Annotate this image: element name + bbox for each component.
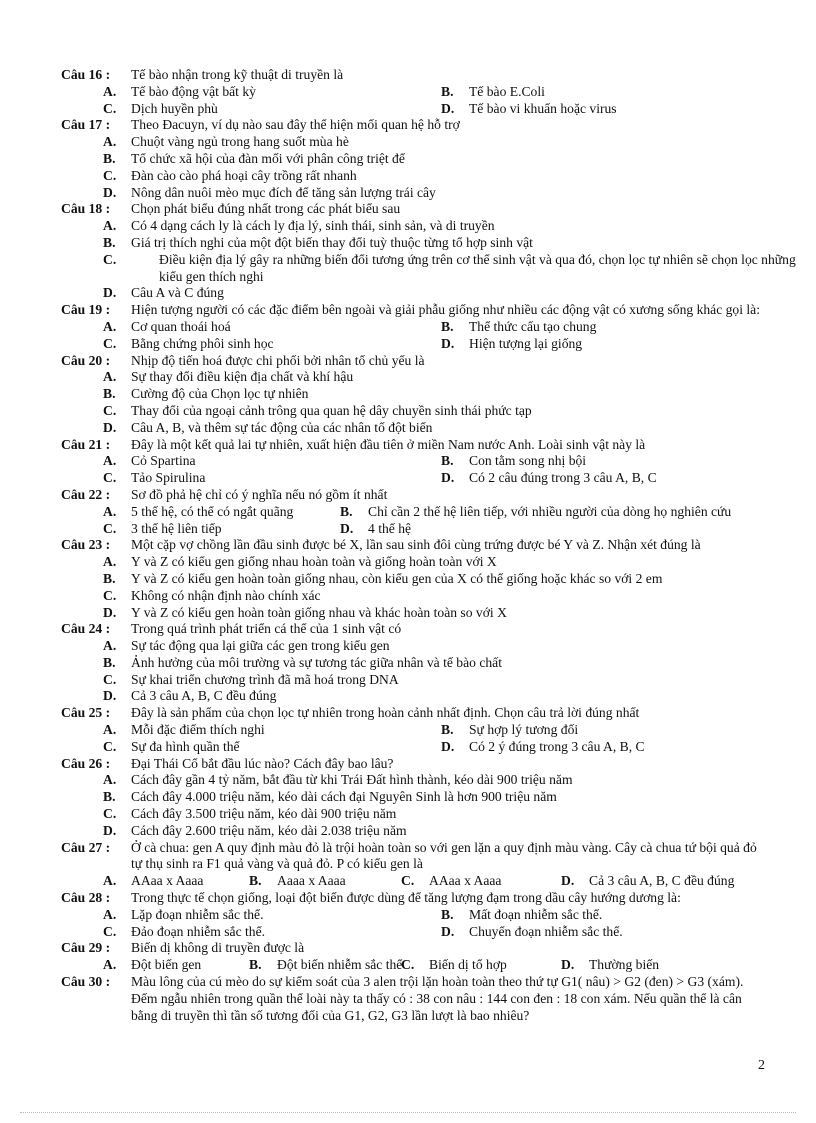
- option-letter: C.: [103, 470, 117, 486]
- page-number: 2: [758, 1058, 765, 1073]
- question-stem: [0, 117, 816, 134]
- option-text: Thường biến: [589, 957, 660, 973]
- option-text: Tảo Spirulina: [131, 470, 206, 486]
- option-text: Cơ quan thoái hoá: [131, 318, 231, 334]
- option-text: Đột biến nhiễm sắc thể: [277, 957, 403, 973]
- option-letter: B.: [441, 453, 454, 469]
- option-text: Tế bào vi khuẩn hoặc virus: [469, 100, 617, 116]
- option-text: Y và Z có kiểu gen hoàn toàn giống nhau, còn kiểu gen của X có thể giống hoặc khác so với 2 em: [131, 570, 663, 586]
- option-text: Sự tác động qua lại giữa các gen trong kiểu gen: [131, 638, 390, 654]
- option-letter: D.: [103, 184, 117, 200]
- option-letter: A.: [103, 554, 117, 570]
- option-letter: C.: [401, 873, 415, 889]
- option-letter: A.: [103, 318, 117, 334]
- question-text: Biến dị không di truyền được là: [131, 940, 305, 956]
- option-text: Chuyển đoạn nhiễm sắc thể.: [469, 923, 623, 939]
- option-letter: D.: [103, 285, 117, 301]
- question-block: [0, 437, 816, 487]
- option-row: [0, 739, 816, 756]
- question-block: [0, 890, 816, 940]
- question-text: Một cặp vợ chồng lần đầu sinh được bé X, lần sau sinh đôi cùng trứng được bé Y và Z. Nhận xét đúng là: [131, 537, 701, 553]
- question-block: [0, 621, 816, 705]
- option-text: Điều kiện địa lý gây ra những biến đổi tương ứng trên cơ thể sinh vật và qua đó, chọn lọc tự nhiên sẽ chọn lọc những kiểu gen thích nghi: [159, 251, 796, 284]
- option-letter: D.: [103, 419, 117, 435]
- option-row: [0, 605, 816, 622]
- answer-option[interactable]: [103, 251, 796, 286]
- question-text: Theo Đacuyn, ví dụ nào sau đây thể hiện mối quan hệ hỗ trợ: [131, 117, 460, 133]
- question-stem: [0, 705, 816, 722]
- option-letter: D.: [561, 873, 575, 889]
- option-letter: C.: [103, 923, 117, 939]
- option-row: [0, 722, 816, 739]
- question-text: Tế bào nhận trong kỹ thuật di truyền là: [131, 67, 344, 82]
- question-text: Sơ đồ phả hệ chỉ có ý nghĩa nếu nó gồm ít nhất: [131, 486, 388, 502]
- option-text: 3 thế hệ liên tiếp: [131, 520, 222, 536]
- question-label: Câu 23 :: [61, 537, 111, 553]
- question-text: Ở cà chua: gen A quy định màu đỏ là trội hoàn toàn so với gen lặn a quy định màu vàng. Cây cà chua tứ bội quả đỏ tự thụ sinh ra F1 quả vàng và quả đỏ. P có kiểu gen là: [131, 839, 757, 872]
- option-row: [0, 789, 816, 806]
- option-text: 5 thế hệ, có thể có ngắt quãng: [131, 503, 294, 519]
- option-letter: D.: [340, 520, 354, 536]
- option-text: Tế bào E.Coli: [469, 83, 545, 99]
- option-letter: B.: [103, 150, 116, 166]
- option-text: AAaa x Aaaa: [131, 873, 204, 889]
- option-row: [0, 571, 816, 588]
- option-text: Biến dị tổ hợp: [429, 957, 507, 973]
- option-letter: C.: [103, 520, 117, 536]
- question-stem: [0, 201, 816, 218]
- question-label: Câu 24 :: [61, 621, 111, 637]
- option-row: [0, 168, 816, 185]
- option-letter: C.: [103, 335, 117, 351]
- option-text: Tế bào động vật bất kỳ: [131, 83, 256, 99]
- option-letter: C.: [103, 671, 117, 687]
- option-letter: D.: [103, 822, 117, 838]
- option-letter: A.: [103, 906, 117, 922]
- question-block: [0, 705, 816, 755]
- option-letter: A.: [103, 772, 117, 788]
- option-text: 4 thế hệ: [368, 520, 412, 536]
- option-text: Lặp đoạn nhiễm sắc thể.: [131, 906, 264, 922]
- option-text: Cường độ của Chọn lọc tự nhiên: [131, 386, 309, 402]
- question-stem: [0, 67, 816, 84]
- option-row: [0, 655, 816, 672]
- option-text: Chỉ cần 2 thế hệ liên tiếp, với nhiều người của dòng họ nghiên cứu: [368, 503, 732, 519]
- option-letter: C.: [103, 167, 117, 183]
- option-letter: A.: [103, 83, 117, 99]
- option-letter: D.: [441, 100, 455, 116]
- option-text: Giá trị thích nghi của một đột biến thay đổi tuỳ thuộc từng tổ hợp sinh vật: [131, 234, 533, 250]
- question-stem: [0, 437, 816, 454]
- question-block: [0, 302, 816, 352]
- question-stem: [0, 302, 816, 319]
- question-block: [0, 117, 816, 201]
- question-stem: [0, 537, 816, 554]
- option-row: [0, 688, 816, 705]
- option-letter: B.: [441, 318, 454, 334]
- option-text: Mỗi đặc điểm thích nghi: [131, 722, 265, 738]
- option-text: Y và Z có kiểu gen giống nhau hoàn toàn và giống hoàn toàn với X: [131, 554, 497, 570]
- option-letter: B.: [103, 654, 116, 670]
- option-letter: A.: [103, 873, 117, 889]
- option-row: [0, 588, 816, 605]
- option-row: [0, 235, 816, 252]
- option-letter: A.: [103, 134, 117, 150]
- question-label: Câu 26 :: [61, 755, 111, 771]
- option-row: [0, 873, 816, 890]
- question-label: Câu 25 :: [61, 705, 111, 721]
- option-text: Aaaa x Aaaa: [277, 873, 346, 889]
- option-letter: C.: [103, 402, 117, 418]
- option-letter: D.: [441, 335, 455, 351]
- option-text: Sự hợp lý tương đối: [469, 722, 579, 738]
- option-row: [0, 420, 816, 437]
- question-block: [0, 201, 816, 302]
- option-row: [0, 134, 816, 151]
- question-stem: [0, 487, 816, 504]
- question-text: Trong quá trình phát triển cá thể của 1 sinh vật có: [131, 621, 402, 637]
- option-text: Cả 3 câu A, B, C đều đúng: [131, 688, 277, 704]
- option-text: Y và Z có kiểu gen hoàn toàn giống nhau và khác hoàn toàn so với X: [131, 604, 507, 620]
- option-letter: C.: [103, 587, 117, 603]
- option-text: Câu A, B, và thêm sự tác động của các nhân tố đột biến: [131, 419, 433, 435]
- option-text: Tổ chức xã hội của đàn mối với phân công triệt để: [131, 150, 405, 166]
- option-text: Ảnh hưởng của môi trường và sự tương tác giữa nhân và tế bào chất: [131, 654, 502, 670]
- question-stem: [0, 890, 816, 907]
- option-letter: C.: [103, 806, 117, 822]
- question-label: Câu 29 :: [61, 940, 111, 956]
- question-label: Câu 21 :: [61, 436, 111, 452]
- option-letter: A.: [103, 722, 117, 738]
- option-text: Chuột vàng ngủ trong hang suốt mùa hè: [131, 134, 349, 150]
- option-letter: C.: [103, 251, 117, 267]
- question-text: Màu lông của cú mèo do sự kiểm soát của 3 alen trội lặn hoàn toàn theo thứ tự G1( nâu) > G2 (đen) > G3 (xám). Đếm ngẫu nhiên trong quần thể loài này ta thấy có : 38 con nâu : 144 con đen : 18 con xám. Nếu quần thể là cân bằng di truyền thì tần số tương đối của G1, G2, G3 lần lượt là bao nhiêu?: [131, 974, 744, 1023]
- option-letter: A.: [103, 453, 117, 469]
- option-letter: C.: [103, 100, 117, 116]
- option-text: Cả 3 câu A, B, C đều đúng: [589, 873, 735, 889]
- option-text: Sự đa hình quần thể: [131, 738, 240, 754]
- option-text: Cách đây gần 4 tỷ năm, bắt đầu từ khi Trái Đất hình thành, kéo dài 900 triệu năm: [131, 772, 573, 788]
- question-label: Câu 20 :: [61, 352, 111, 368]
- option-row: [0, 924, 816, 941]
- option-letter: B.: [103, 386, 116, 402]
- option-letter: B.: [103, 570, 116, 586]
- option-letter: B.: [441, 722, 454, 738]
- question-label: Câu 17 :: [61, 117, 111, 133]
- question-block: [0, 756, 816, 840]
- option-row: [0, 84, 816, 101]
- option-row: [0, 521, 816, 538]
- option-letter: A.: [103, 369, 117, 385]
- option-letter: B.: [103, 234, 116, 250]
- option-row: [0, 252, 816, 286]
- question-block: [0, 487, 816, 537]
- option-text: Cách đây 4.000 triệu năm, kéo dài cách đại Nguyên Sinh là hơn 900 triệu năm: [131, 789, 557, 805]
- option-letter: A.: [103, 957, 117, 973]
- option-row: [0, 554, 816, 571]
- option-text: Bằng chứng phôi sinh học: [131, 335, 274, 351]
- question-block: [0, 537, 816, 621]
- question-stem: [0, 756, 816, 773]
- option-row: [0, 638, 816, 655]
- option-row: [0, 470, 816, 487]
- question-label: Câu 16 :: [61, 67, 111, 82]
- option-letter: D.: [441, 470, 455, 486]
- option-letter: A.: [103, 503, 117, 519]
- option-row: [0, 285, 816, 302]
- option-text: Thay đổi của ngoại cảnh trông qua quan hệ dây chuyền sinh thái phức tạp: [131, 402, 532, 418]
- option-text: Có 4 dạng cách ly là cách ly địa lý, sinh thái, sinh sản, và di truyền: [131, 218, 495, 234]
- option-row: [0, 806, 816, 823]
- option-text: Câu A và C đúng: [131, 285, 224, 301]
- bottom-divider: [20, 1112, 796, 1113]
- option-row: [0, 218, 816, 235]
- option-text: Sự thay đổi điều kiện địa chất và khí hậu: [131, 369, 354, 385]
- option-row: [0, 369, 816, 386]
- option-text: Nông dân nuôi mèo mục đích để tăng sản lượng trái cây: [131, 184, 436, 200]
- option-letter: B.: [249, 873, 262, 889]
- question-text: Nhịp độ tiến hoá được chi phối bởi nhân tố chủ yếu là: [131, 352, 425, 368]
- option-text: Có 2 câu đúng trong 3 câu A, B, C: [469, 470, 657, 486]
- option-row: [0, 319, 816, 336]
- option-row: [0, 957, 816, 974]
- question-stem: [0, 840, 816, 874]
- option-text: Sự khai triển chương trình đã mã hoá trong DNA: [131, 671, 399, 687]
- question-label: Câu 22 :: [61, 486, 111, 502]
- option-letter: B.: [103, 789, 116, 805]
- option-letter: A.: [103, 638, 117, 654]
- option-letter: D.: [441, 738, 455, 754]
- option-letter: D.: [103, 604, 117, 620]
- question-label: Câu 30 :: [61, 974, 111, 990]
- option-text: AAaa x Aaaa: [429, 873, 502, 889]
- option-row: [0, 151, 816, 168]
- option-text: Đột biến gen: [131, 957, 202, 973]
- option-text: Cách đây 2.600 triệu năm, kéo dài 2.038 triệu năm: [131, 822, 407, 838]
- question-block: [0, 974, 816, 1024]
- option-letter: D.: [103, 688, 117, 704]
- option-row: [0, 185, 816, 202]
- question-text: Đây là sản phẩm của chọn lọc tự nhiên trong hoàn cảnh nhất định. Chọn câu trả lời đúng nhất: [131, 705, 640, 721]
- question-block: [0, 840, 816, 890]
- question-block: [0, 940, 816, 974]
- question-block: [0, 353, 816, 437]
- question-text: Chọn phát biểu đúng nhất trong các phát biểu sau: [131, 201, 401, 217]
- option-text: Không có nhận định nào chính xác: [131, 587, 321, 603]
- option-letter: B.: [441, 906, 454, 922]
- option-text: Con tằm song nhị bội: [469, 453, 587, 469]
- question-text: Đây là một kết quả lai tự nhiên, xuất hiện đầu tiên ở miền Nam nước Anh. Loài sinh vật này là: [131, 436, 646, 452]
- option-text: Cỏ Spartina: [131, 453, 196, 469]
- option-text: Có 2 ý đúng trong 3 câu A, B, C: [469, 738, 645, 754]
- option-text: Dịch huyền phù: [131, 100, 218, 116]
- option-row: [0, 672, 816, 689]
- option-letter: D.: [561, 957, 575, 973]
- option-row: [0, 101, 816, 118]
- question-label: Câu 19 :: [61, 302, 111, 318]
- question-text: Hiện tượng người có các đặc điểm bên ngoài và giải phẫu giống như nhiều các động vật có xương sống khác gọi là:: [131, 302, 760, 318]
- option-letter: D.: [441, 923, 455, 939]
- option-letter: B.: [441, 83, 454, 99]
- question-text: Đại Thái Cổ bắt đầu lúc nào? Cách đây bao lâu?: [131, 755, 394, 771]
- option-letter: B.: [249, 957, 262, 973]
- option-row: [0, 386, 816, 403]
- option-row: [0, 907, 816, 924]
- option-text: Mất đoạn nhiễm sắc thể.: [469, 906, 603, 922]
- option-row: [0, 453, 816, 470]
- question-label: Câu 28 :: [61, 890, 111, 906]
- option-text: Hiện tượng lại giống: [469, 335, 583, 351]
- option-letter: C.: [401, 957, 415, 973]
- option-text: Thể thức cấu tạo chung: [469, 318, 597, 334]
- option-text: Cách đây 3.500 triệu năm, kéo dài 900 triệu năm: [131, 806, 397, 822]
- question-label: Câu 27 :: [61, 839, 111, 855]
- option-letter: C.: [103, 738, 117, 754]
- question-list: [0, 67, 816, 1024]
- option-row: [0, 772, 816, 789]
- option-text: Đàn cào cào phá hoại cây trồng rất nhanh: [131, 167, 357, 183]
- question-label: Câu 18 :: [61, 201, 111, 217]
- option-row: [0, 504, 816, 521]
- option-letter: A.: [103, 218, 117, 234]
- question-stem: [0, 940, 816, 957]
- option-text: Đảo đoạn nhiễm sắc thể.: [131, 923, 266, 939]
- question-stem: [0, 974, 816, 1024]
- question-stem: [0, 353, 816, 370]
- option-row: [0, 336, 816, 353]
- question-block: [0, 67, 816, 117]
- question-stem: [0, 621, 816, 638]
- question-text: Trong thực tế chọn giống, loại đột biến được dùng để tăng lượng đạm trong dầu cây hướng dương là:: [131, 890, 681, 906]
- option-row: [0, 823, 816, 840]
- option-row: [0, 403, 816, 420]
- option-letter: B.: [340, 503, 353, 519]
